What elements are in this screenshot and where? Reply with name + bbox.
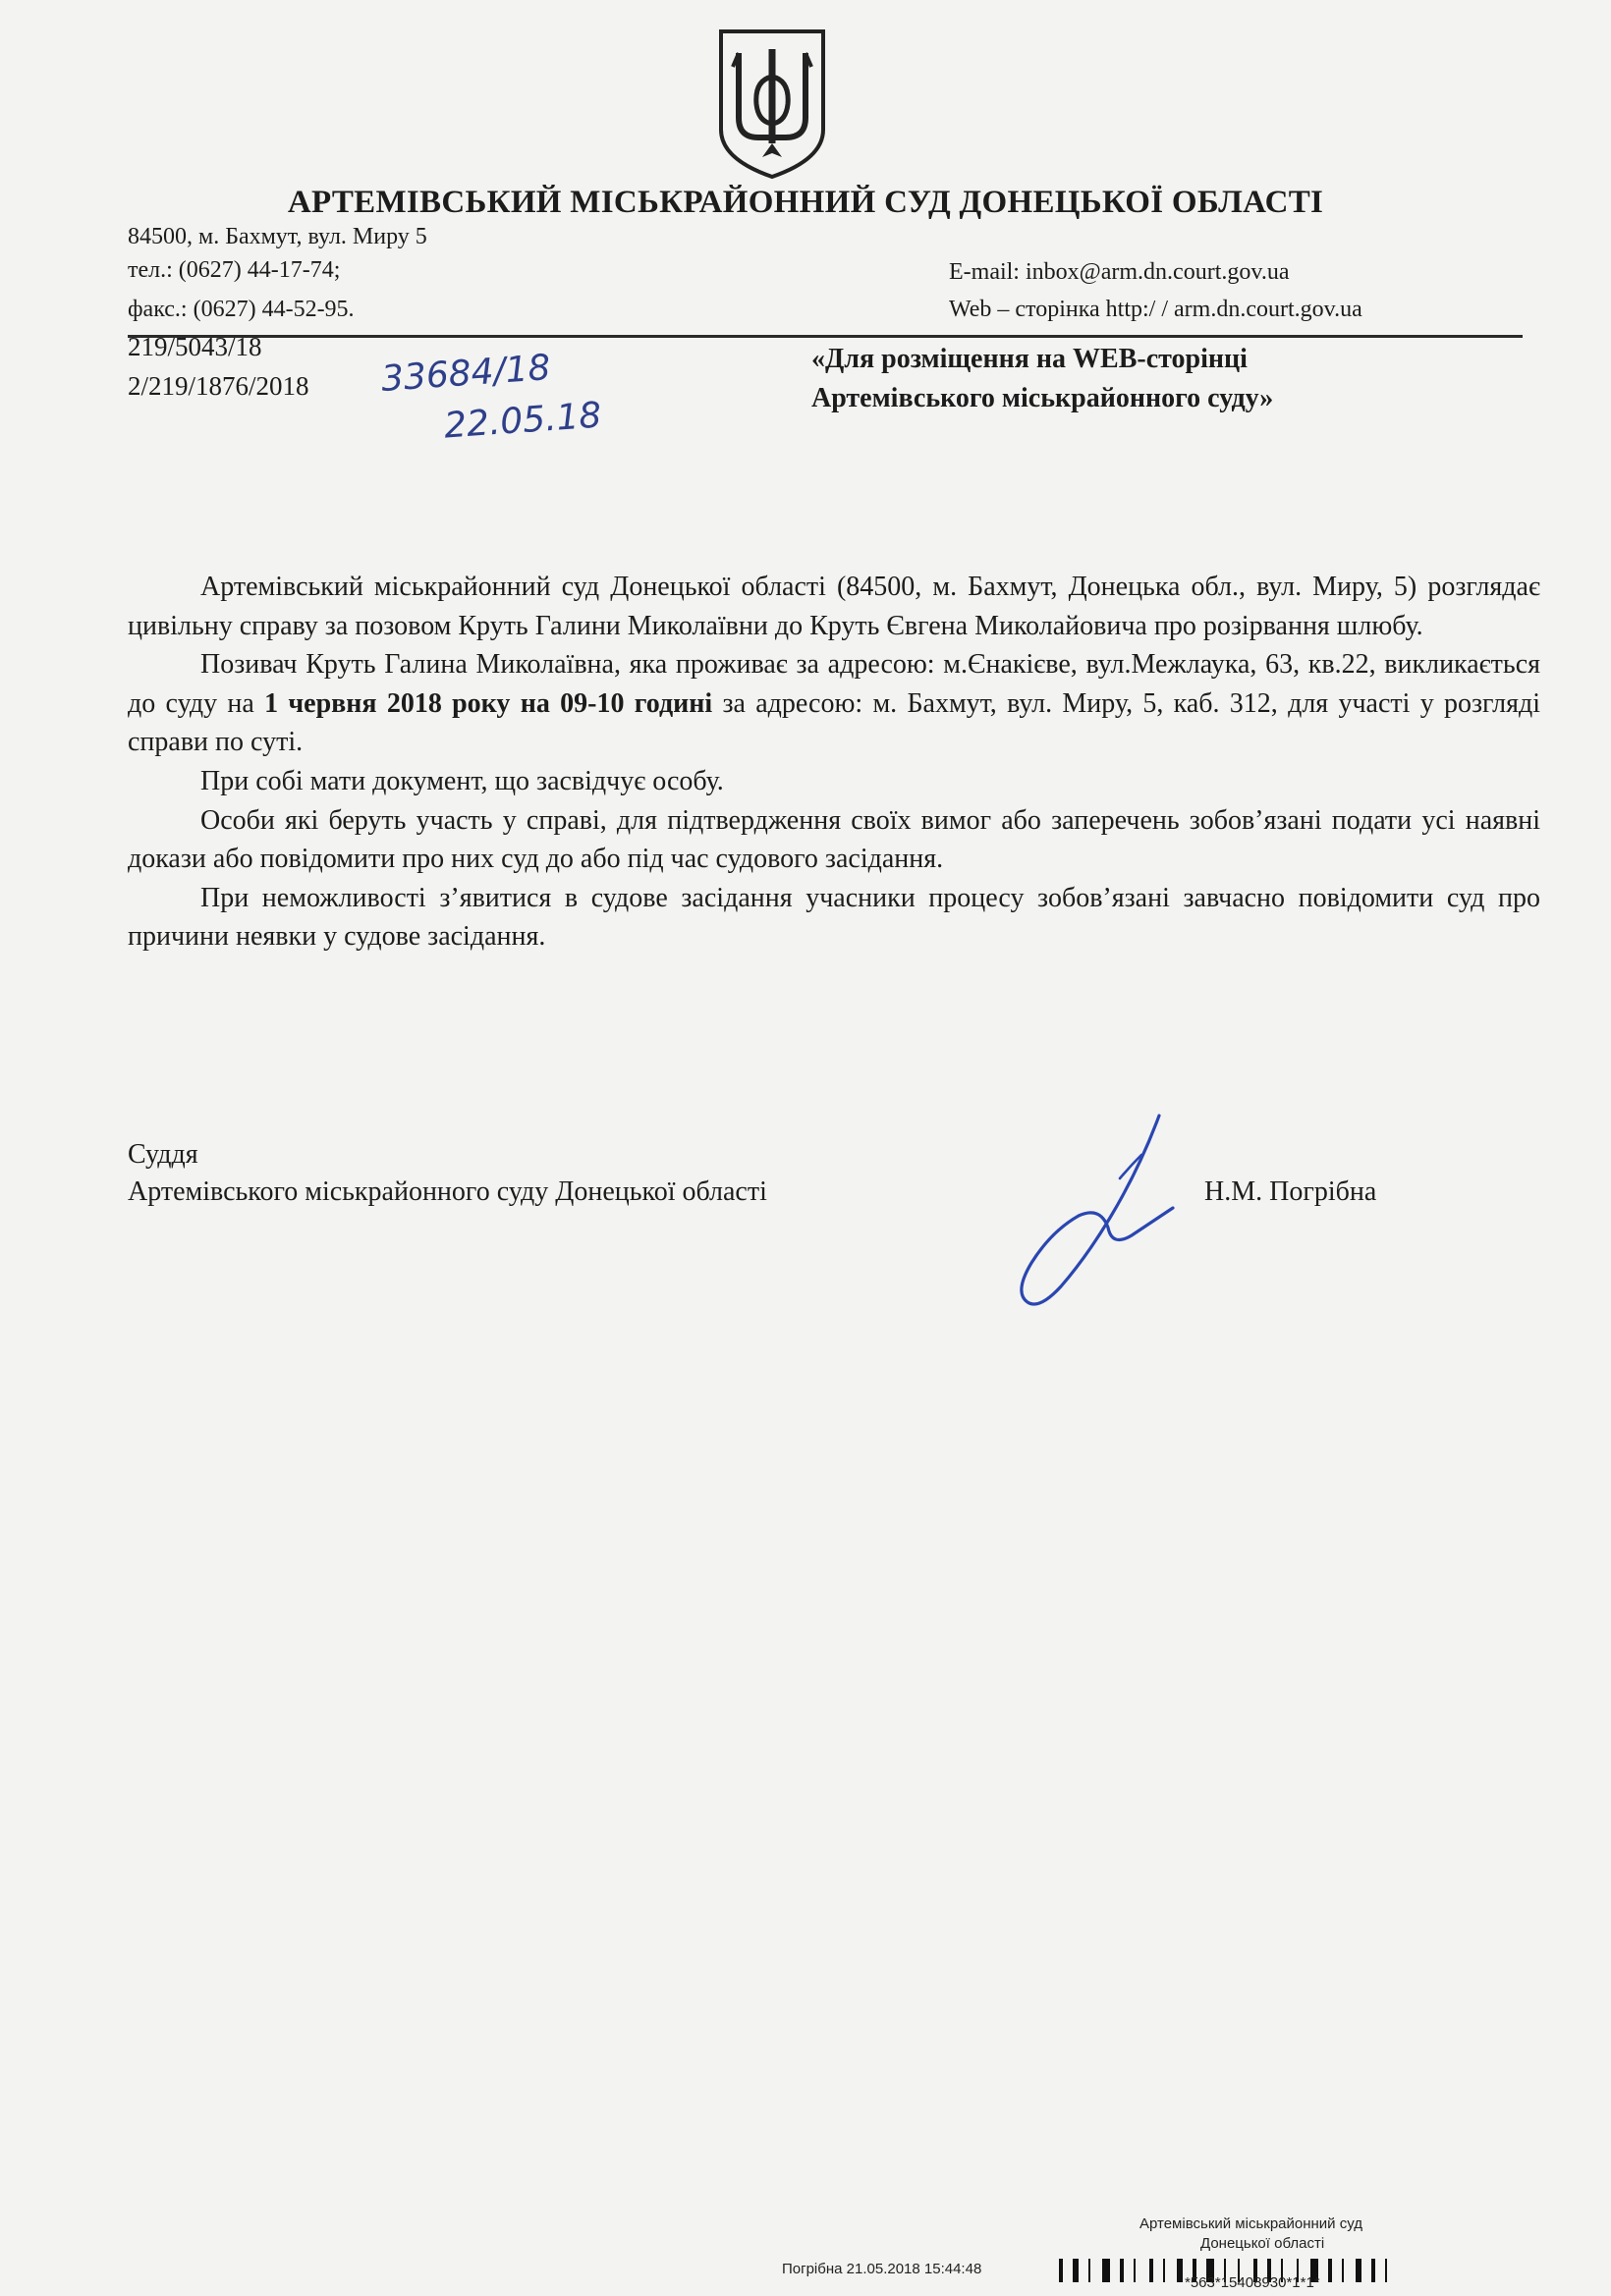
paragraph-case-description: Артемівський міськрайонний суд Донецької області (84500, м. Бахмут, Донецька обл., вул. Миру, 5) розглядає цивільну справу за позовом Круть Галини Миколаївни до Круть Євгена Миколайовича про розірвання шлюбу.	[128, 572, 1540, 641]
stamp-court-line-2: Донецької області	[1200, 2235, 1325, 2252]
judge-signature	[992, 1110, 1179, 1316]
handwritten-registration-date: 22.05.18	[442, 395, 603, 447]
coat-of-arms-icon	[715, 27, 829, 181]
judge-role: Суддя	[128, 1139, 198, 1170]
stamp-court-line-1: Артемівський міськрайонний суд	[1139, 2215, 1362, 2232]
hearing-date-time: 1 червня 2018 року на 09-10 годині	[264, 687, 713, 719]
stamp-signed-by: Погрібна 21.05.2018 15:44:48	[782, 2261, 982, 2277]
paragraph-summons	[128, 645, 1540, 762]
summons-body	[128, 568, 1540, 957]
court-title: АРТЕМІВСЬКИЙ МІСЬКРАЙОННИЙ СУД ДОНЕЦЬКОЇ ОБЛАСТІ	[287, 185, 1324, 220]
header-divider	[128, 335, 1523, 338]
judge-court: Артемівського міськрайонного суду Донецької області	[128, 1176, 767, 1207]
handwritten-registration-number: 33684/18	[379, 348, 552, 400]
judge-name: Н.М. Погрібна	[1204, 1176, 1377, 1207]
paragraph-id-document: При собі мати документ, що засвідчує особу.	[200, 765, 724, 796]
paragraph-absence-notice: При неможливості з’явитися в судове засідання учасники процесу зобов’язані завчасно повідомити суд про причини неявки у судове засідання.	[128, 882, 1540, 953]
summons-text-after: за адресою: м. Бахмут, вул. Миру, 5, каб. 312, для участі у розгляді справи по суті.	[128, 687, 1540, 758]
web-publication-line-2: Артемівського міськрайонного суду»	[811, 383, 1274, 413]
court-fax: факс.: (0627) 44-52-95.	[128, 297, 355, 322]
summons-text-before: Позивач Круть Галина Миколаївна, яка проживає за адресою: м.Єнакієве, вул.Межлаука, 63, кв.22, викликається до суду на	[128, 649, 1540, 719]
court-phone: тел.: (0627) 44-17-74;	[128, 257, 341, 283]
court-email: E-mail: inbox@arm.dn.court.gov.ua	[949, 259, 1290, 285]
web-publication-line-1: «Для розміщення на WEB-сторінці	[811, 344, 1248, 374]
court-address: 84500, м. Бахмут, вул. Миру 5	[128, 224, 427, 249]
paragraph-evidence: Особи які беруть участь у справі, для підтвердження своїх вимог або заперечень зобов’язані подати усі наявні докази або повідомити про них суд до або під час судового засідання.	[128, 804, 1540, 875]
court-website: Web – сторінка http:/ / arm.dn.court.gov.ua	[949, 297, 1362, 322]
barcode-text: *563*15408930*1*1*	[1185, 2274, 1320, 2291]
case-number: 219/5043/18	[128, 332, 262, 361]
web-publication-note	[811, 340, 1273, 418]
proceeding-number: 2/219/1876/2018	[128, 371, 309, 401]
